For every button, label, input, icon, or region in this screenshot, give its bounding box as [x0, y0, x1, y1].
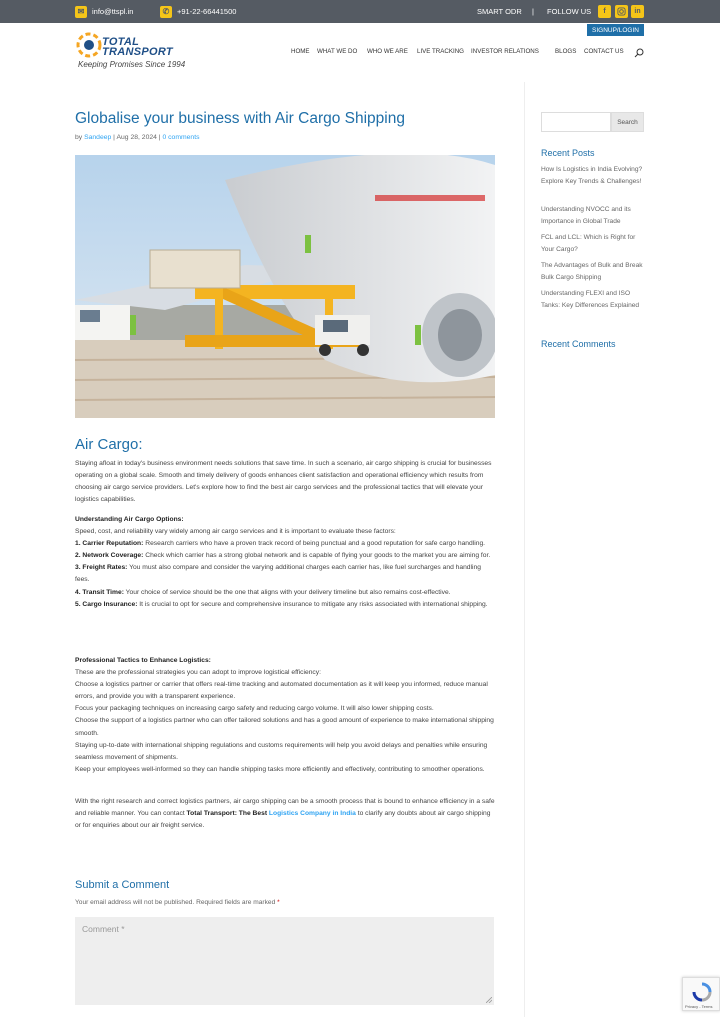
logo-mark-icon [76, 32, 102, 58]
intro-text: Staying afloat in today's business environment needs solutions that save time. In such a scenario, air cargo shipping is crucial for businesses operating on a global scale. Smooth and timely delivery of goods enhances client satisfaction and operational efficiency which results from choosing air cargo service providers. Let's explore how to find the best air cargo services and the professional tactics that will elevate your logistics capabilities. [75, 460, 492, 504]
submit-comment-heading: Submit a Comment [75, 879, 170, 891]
factor-text: Check which carrier has a strong global network and is capable of flying your goods to the market you are aiming for. [143, 552, 491, 560]
smart-odr-link[interactable]: SMART ODR [477, 7, 522, 16]
tactic-item: Focus your packaging techniques on increasing cargo safety and reducing cargo volume. It will also lower shipping costs. [75, 705, 434, 713]
comment-note-text: Your email address will not be published. Required fields are marked [75, 899, 276, 906]
signup-login-button[interactable]: SIGNUP/LOGIN [587, 24, 644, 36]
facebook-icon[interactable]: f [598, 5, 611, 18]
top-bar [0, 0, 720, 23]
linkedin-icon[interactable]: in [631, 5, 644, 18]
options-section [75, 514, 495, 611]
logistics-company-link[interactable]: Logistics Company in India [268, 810, 356, 818]
recent-post-link[interactable]: Understanding NVOCC and its Importance in Global Trade [541, 206, 631, 225]
factor-item [75, 587, 495, 599]
recent-post-link[interactable]: Understanding FLEXI and ISO Tanks: Key Differences Explained [541, 290, 640, 309]
tactic-item: Choose the support of a logistics partner who can offer tailored solutions and has a good amount of experience to make international shipping smooth. [75, 717, 494, 737]
tactic-item: Keep your employees well-informed so they can handle shipping tasks more efficiently and effectively, contributing to smoother operations. [75, 765, 485, 773]
required-mark: * [277, 899, 280, 906]
tactics-intro: These are the professional strategies you can adopt to improve logistical efficiency: [75, 669, 321, 677]
email-link[interactable]: info@ttspl.in [92, 7, 134, 16]
recent-post-link[interactable]: The Advantages of Bulk and Break Bulk Cargo Shipping [541, 262, 643, 281]
factor-item [75, 562, 495, 586]
logo-tagline: Keeping Promises Since 1994 [78, 60, 186, 69]
recaptcha-terms[interactable]: Privacy - Terms [685, 1004, 713, 1009]
meta-by: by [75, 134, 83, 141]
conclusion-bold: Total Transport: The Best [186, 810, 269, 818]
factor-item [75, 599, 495, 611]
nav-who-we-are[interactable]: WHO WE ARE [367, 48, 408, 55]
comment-textarea[interactable] [75, 917, 494, 1005]
search-icon[interactable] [634, 48, 644, 58]
recent-posts-heading: Recent Posts [541, 148, 595, 158]
sidebar-search-button[interactable]: Search [611, 112, 644, 132]
factor-text: It is crucial to opt for secure and comprehensive insurance to mitigate any risks associated with international shipping. [137, 600, 488, 608]
logo-text-transport: TRANSPORT [102, 46, 173, 58]
factor-item [75, 550, 495, 562]
factor-label: 1. Carrier Reputation: [75, 540, 144, 548]
factor-label: 3. Freight Rates: [75, 564, 128, 572]
post-date: Aug 28, 2024 [116, 134, 157, 141]
factor-text: Your choice of service should be the one that aligns with your delivery timeline but also remains cost-effective. [123, 588, 451, 596]
author-link[interactable]: Sandeep [84, 134, 112, 141]
nav-what-we-do[interactable]: WHAT WE DO [317, 48, 358, 55]
options-intro: Speed, cost, and reliability vary widely among air cargo services and it is important to evaluate these factors: [75, 528, 396, 536]
factor-label: 4. Transit Time: [75, 588, 124, 596]
comments-link[interactable]: 0 comments [162, 134, 200, 141]
factor-text: Research carriers who have a proven track record of being punctual and a good reputation for safe cargo handling. [143, 540, 486, 548]
section-heading-air-cargo: Air Cargo: [75, 436, 143, 453]
options-heading: Understanding Air Cargo Options: [75, 516, 184, 523]
envelope-icon: ✉ [75, 6, 87, 18]
recent-post-link[interactable]: How Is Logistics in India Evolving? Explore Key Trends & Challenges! [541, 166, 643, 185]
sidebar-divider [524, 82, 525, 1017]
email-contact[interactable] [75, 0, 133, 23]
conclusion-paragraph [75, 796, 495, 832]
tactics-heading: Professional Tactics to Enhance Logistics: [75, 657, 211, 664]
phone-contact[interactable] [160, 0, 236, 23]
logo[interactable] [76, 32, 186, 72]
comment-placeholder: Comment * [82, 924, 125, 934]
tactics-section [75, 655, 495, 776]
logo-text-total: TOTAL [102, 36, 140, 48]
factor-label: 5. Cargo Insurance: [75, 600, 138, 608]
resize-handle-icon[interactable] [486, 997, 492, 1003]
nav-live-tracking[interactable]: LIVE TRACKING [417, 48, 464, 55]
nav-home[interactable]: HOME [291, 48, 310, 55]
follow-us-label: FOLLOW US [547, 7, 592, 16]
recent-post-link[interactable]: FCL and LCL: Which is Right for Your Cargo? [541, 234, 636, 253]
recaptcha-badge[interactable] [682, 977, 720, 1011]
sidebar-search-input[interactable] [541, 112, 611, 132]
phone-icon: ✆ [160, 6, 172, 18]
air-cargo-hero-image [75, 155, 495, 418]
comment-note [75, 899, 280, 906]
nav-contact-us[interactable]: CONTACT US [584, 48, 624, 55]
factor-label: 2. Network Coverage: [75, 552, 144, 560]
recent-comments-heading: Recent Comments [541, 339, 616, 349]
post-title: Globalise your business with Air Cargo Shipping [75, 110, 405, 127]
post-meta: by Sandeep | Aug 28, 2024 | 0 comments [75, 134, 200, 141]
factor-item [75, 538, 495, 550]
nav-blogs[interactable]: BLOGS [555, 48, 577, 55]
nav-investor-relations[interactable]: INVESTOR RELATIONS [471, 48, 539, 55]
instagram-icon[interactable] [615, 5, 628, 18]
tactic-item: Choose a logistics partner or carrier that offers real-time tracking and automated documentation as it will keep you informed, reduce manual errors, and provide you with a transparent experience. [75, 681, 488, 701]
topbar-separator: | [532, 7, 534, 16]
phone-link[interactable]: +91-22-66441500 [177, 7, 237, 16]
intro-paragraph [75, 458, 495, 506]
conclusion-text-end: to clarify any doubts about air cargo shipping or for enquiries about our air freight service. [75, 810, 491, 830]
conclusion-text: With the right research and correct logistics partners, air cargo shipping can be a smooth process that is bound to enhance efficiency in a safe and reliable manner. You can contact [75, 798, 495, 818]
factor-text: You must also compare and consider the varying additional charges each carrier has, like fuel surcharges and handling fees. [75, 564, 481, 584]
tactic-item: Staying up-to-date with international shipping regulations and customs requirements will help you avoid delays and penalties while ensuring seamless movement of shipments. [75, 741, 488, 761]
recaptcha-icon [692, 982, 712, 1002]
